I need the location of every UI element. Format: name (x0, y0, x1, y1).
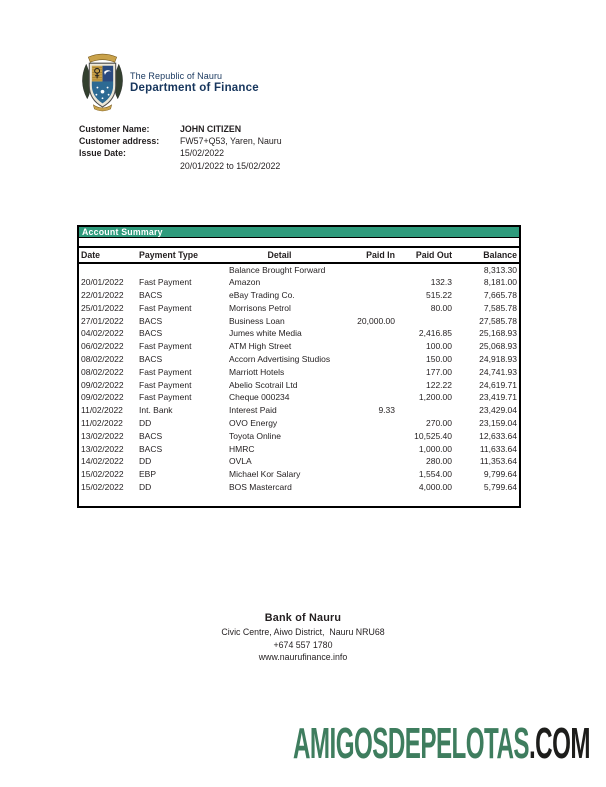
summary-spacer (79, 238, 519, 246)
table-cell: 13/02/2022 (81, 443, 124, 454)
table-cell: HMRC (229, 443, 255, 454)
table-cell: BOS Mastercard (229, 481, 292, 492)
table-cell: Michael Kor Salary (229, 469, 301, 480)
table-row (79, 404, 519, 417)
table-cell: ATM High Street (229, 341, 292, 352)
table-cell: 24,918.93 (479, 353, 517, 364)
table-cell: 8,313.30 (483, 264, 517, 275)
table-row (79, 391, 519, 404)
table-cell: Amazon (229, 277, 261, 288)
table-cell: Fast Payment (139, 277, 192, 288)
table-cell: 515.22 (426, 289, 452, 300)
table-cell: Toyota Online (229, 430, 281, 441)
table-row (79, 481, 519, 494)
bank-website: www.naurufinance.info (258, 652, 348, 663)
customer-address-label: Customer address: (79, 136, 160, 147)
table-cell: 08/02/2022 (81, 353, 124, 364)
customer-name-label: Customer Name: (79, 124, 150, 134)
table-cell: BACS (139, 315, 163, 326)
customer-name-row (79, 123, 282, 135)
column-header-paid-out: Paid Out (397, 247, 454, 263)
table-cell: 280.00 (426, 456, 452, 467)
table-cell: Balance Brought Forward (229, 264, 326, 275)
customer-address-value: FW57+Q53, Yaren, Nauru (180, 136, 282, 147)
table-cell: 7,665.78 (483, 289, 517, 300)
table-cell: 9.33 (378, 405, 395, 416)
table-cell: 09/02/2022 (81, 379, 124, 390)
table-row (79, 429, 519, 442)
table-cell (397, 404, 454, 417)
table-cell: BACS (139, 430, 163, 441)
table-cell (332, 391, 397, 404)
table-cell: 9,799.64 (483, 469, 517, 480)
table-cell: Interest Paid (229, 405, 277, 416)
table-cell (332, 429, 397, 442)
table-cell: 20/01/2022 (81, 277, 124, 288)
table-cell: 150.00 (426, 353, 452, 364)
table-row (79, 263, 519, 276)
table-cell: Fast Payment (139, 392, 192, 403)
table-cell: 27/01/2022 (81, 315, 124, 326)
table-cell: Fast Payment (139, 366, 192, 377)
table-cell: Accorn Advertising Studios (229, 353, 331, 364)
table-row (79, 289, 519, 302)
statement-period-row (79, 160, 282, 172)
bank-name: Bank of Nauru (264, 612, 342, 624)
table-cell (79, 263, 137, 276)
column-header-date: Date (79, 247, 137, 263)
table-cell: Fast Payment (139, 379, 192, 390)
table-row (79, 340, 519, 353)
table-cell: eBay Trading Co. (229, 289, 295, 300)
table-cell: 14/02/2022 (81, 456, 124, 467)
table-cell (332, 442, 397, 455)
table-cell: Business Loan (229, 315, 285, 326)
table-cell (332, 365, 397, 378)
table-cell: 100.00 (426, 341, 452, 352)
table-cell: 122.22 (426, 379, 452, 390)
customer-name-value: JOHN CITIZEN (180, 124, 242, 134)
table-cell: 23,419.71 (479, 392, 517, 403)
table-row (79, 442, 519, 455)
issue-date-row (79, 147, 282, 159)
table-cell: BACS (139, 443, 163, 454)
brand-header (79, 51, 259, 114)
summary-bottom-spacer (79, 493, 519, 506)
table-cell: 13/02/2022 (81, 430, 124, 441)
table-cell (332, 417, 397, 430)
table-cell: Fast Payment (139, 341, 192, 352)
table-cell (137, 263, 227, 276)
customer-address-row (79, 135, 282, 147)
column-header-payment-type: Payment Type (137, 247, 227, 263)
table-cell: 27,585.78 (479, 315, 517, 326)
table-row (79, 327, 519, 340)
table-cell: Int. Bank (139, 405, 173, 416)
table-row (79, 314, 519, 327)
table-row (79, 365, 519, 378)
table-cell: 08/02/2022 (81, 366, 124, 377)
table-cell: 132.3 (430, 277, 452, 288)
watermark-black-text: .COM (529, 719, 590, 768)
table-cell: 23,429.04 (479, 405, 517, 416)
table-cell: 04/02/2022 (81, 328, 124, 339)
table-cell (332, 327, 397, 340)
table-cell (332, 340, 397, 353)
table-cell (397, 314, 454, 327)
table-cell: EBP (139, 469, 157, 480)
column-header-balance: Balance (454, 247, 519, 263)
table-cell: 11,353.64 (479, 456, 517, 467)
table-row (79, 353, 519, 366)
issue-date-value: 15/02/2022 (180, 148, 225, 159)
table-cell: 24,619.71 (479, 379, 517, 390)
table-cell: BACS (139, 353, 163, 364)
table-cell: 15/02/2022 (81, 481, 124, 492)
table-cell: 2,416.85 (418, 328, 452, 339)
table-cell: 11/02/2022 (81, 405, 123, 416)
table-cell: OVLA (229, 456, 252, 467)
table-cell (332, 276, 397, 289)
table-cell: BACS (139, 289, 163, 300)
table-cell (332, 378, 397, 391)
table-cell: 15/02/2022 (81, 469, 124, 480)
table-cell: Cheque 000234 (229, 392, 290, 403)
table-cell (332, 468, 397, 481)
table-cell: 1,000.00 (418, 443, 452, 454)
table-cell: Jumes white Media (229, 328, 302, 339)
table-cell: Marriott Hotels (229, 366, 285, 377)
statement-period-label (79, 160, 180, 172)
table-cell: 4,000.00 (418, 481, 452, 492)
table-cell: DD (139, 456, 152, 467)
table-cell (332, 353, 397, 366)
brand-text (130, 71, 259, 94)
customer-info (79, 123, 282, 172)
table-row (79, 301, 519, 314)
table-cell: 12,633.64 (479, 430, 517, 441)
table-cell: 23,159.04 (479, 417, 517, 428)
table-cell: 22/01/2022 (81, 289, 124, 300)
account-summary-title: Account Summary (79, 227, 519, 238)
nauru-coat-of-arms-icon (79, 51, 126, 114)
table-cell: 11,633.64 (479, 443, 517, 454)
table-cell: 25,068.93 (479, 341, 517, 352)
table-cell (332, 455, 397, 468)
table-row (79, 276, 519, 289)
table-cell: OVO Energy (229, 417, 278, 428)
table-cell (332, 289, 397, 302)
table-header-row (79, 247, 519, 263)
bank-phone: +674 557 1780 (273, 639, 333, 650)
table-row (79, 417, 519, 430)
account-summary-section (77, 225, 521, 508)
table-cell: DD (139, 481, 152, 492)
column-header-paid-in: Paid In (332, 247, 397, 263)
column-header-detail: Detail (227, 247, 332, 263)
table-cell (397, 263, 454, 276)
table-row (79, 378, 519, 391)
table-cell: Fast Payment (139, 302, 192, 313)
table-cell (332, 481, 397, 494)
table-cell: 7,585.78 (483, 302, 517, 313)
watermark (293, 719, 590, 768)
statement-period-value: 20/01/2022 to 15/02/2022 (180, 160, 281, 171)
account-summary-table (79, 246, 519, 493)
bank-footer (0, 612, 606, 664)
table-cell: Abelio Scotrail Ltd (229, 379, 298, 390)
table-cell: 09/02/2022 (81, 392, 124, 403)
watermark-green-text: AMIGOSDEPELOTAS (293, 719, 530, 768)
table-cell: 177.00 (426, 366, 452, 377)
table-cell: 80.00 (430, 302, 452, 313)
table-cell: 270.00 (426, 417, 452, 428)
table-cell: 25/01/2022 (81, 302, 124, 313)
issue-date-label: Issue Date: (79, 148, 126, 159)
table-cell: Morrisons Petrol (229, 302, 291, 313)
table-cell: 11/02/2022 (81, 417, 123, 428)
table-cell: DD (139, 417, 152, 428)
table-cell: 1,200.00 (418, 392, 452, 403)
table-row (79, 468, 519, 481)
table-cell: 25,168.93 (479, 328, 517, 339)
table-cell: 06/02/2022 (81, 341, 124, 352)
table-cell: 10,525.40 (414, 430, 452, 441)
table-cell: BACS (139, 328, 163, 339)
bank-address: Civic Centre, Aiwo District, Nauru NRU68 (221, 627, 385, 637)
table-cell: 5,799.64 (483, 481, 517, 492)
table-cell: 1,554.00 (418, 469, 452, 480)
table-cell: 8,181.00 (483, 277, 517, 288)
table-cell (332, 301, 397, 314)
org-name: The Republic of Nauru (130, 71, 223, 81)
department-name: Department of Finance (130, 82, 259, 94)
table-cell: 20,000.00 (357, 315, 395, 326)
table-row (79, 455, 519, 468)
table-cell: 24,741.93 (479, 366, 517, 377)
table-cell (332, 263, 397, 276)
